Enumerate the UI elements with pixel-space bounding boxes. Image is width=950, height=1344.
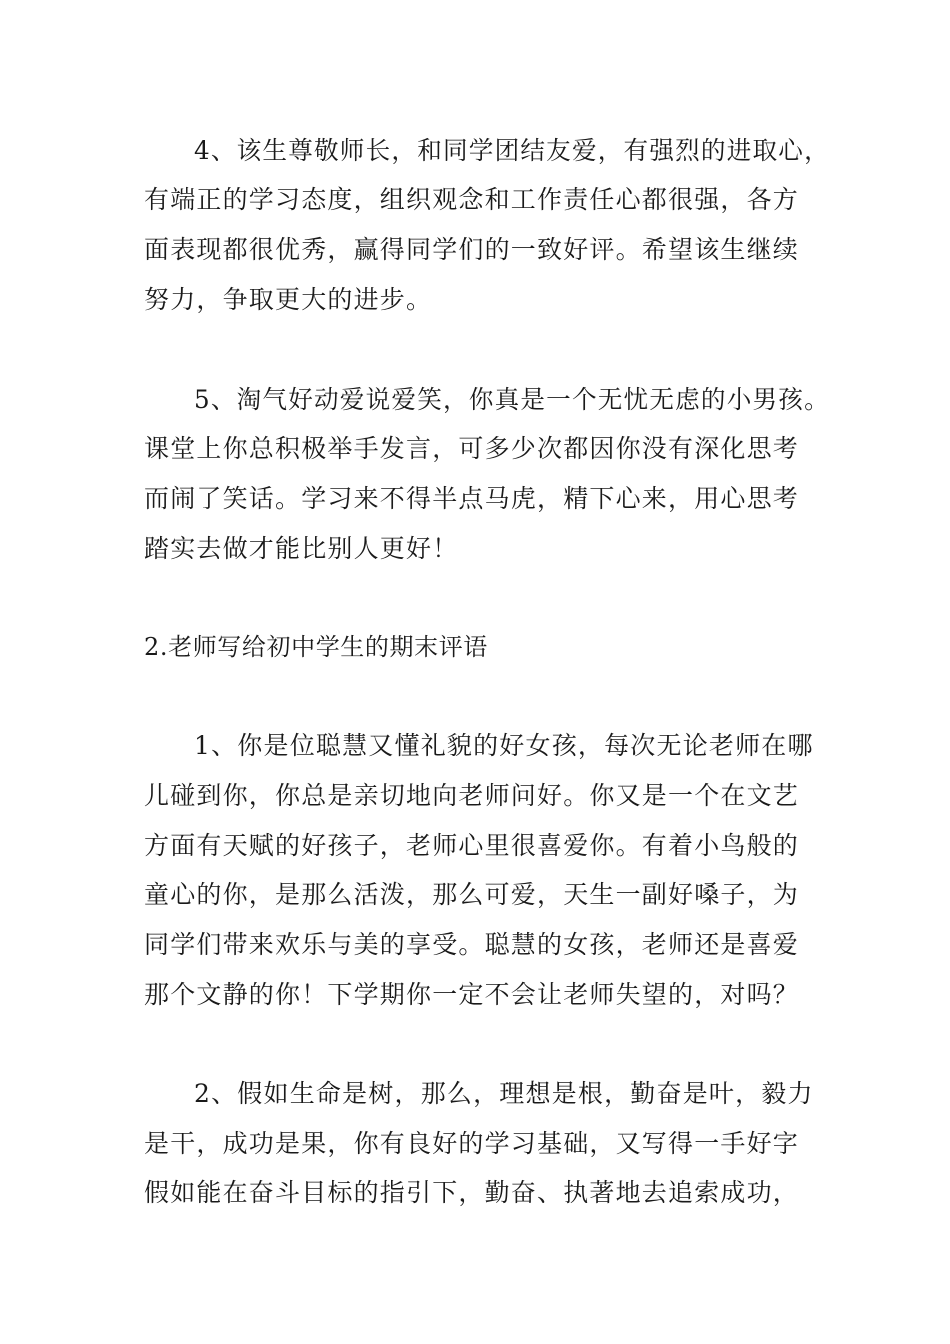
paragraph-line: 儿碰到你，你总是亲切地向老师问好。你又是一个在文艺 xyxy=(144,781,800,810)
section-heading: 2.老师写给初中学生的期末评语 xyxy=(144,633,488,661)
paragraph-line: 同学们带来欢乐与美的享受。聪慧的女孩，老师还是喜爱 xyxy=(144,930,800,959)
paragraph-line: 假如能在奋斗目标的指引下，勤奋、执著地去追索成功， xyxy=(144,1178,800,1207)
paragraph-line: 而闹了笑话。学习来不得半点马虎，精下心来，用心思考 xyxy=(144,484,800,513)
paragraph-line: 那个文静的你！下学期你一定不会让老师失望的，对吗？ xyxy=(144,980,800,1009)
paragraph-line: 5、淘气好动爱说爱笑，你真是一个无忧无虑的小男孩。 xyxy=(194,385,830,414)
paragraph-line: 童心的你，是那么活泼，那么可爱，天生一副好嗓子，为 xyxy=(144,880,800,909)
paragraph-line: 2、假如生命是树，那么，理想是根，勤奋是叶，毅力 xyxy=(194,1079,814,1108)
paragraph-line: 4、该生尊敬师长，和同学团结友爱，有强烈的进取心， xyxy=(194,136,830,165)
paragraph-line: 1、你是位聪慧又懂礼貌的好女孩，每次无论老师在哪 xyxy=(194,731,814,760)
paragraph-line: 是干，成功是果，你有良好的学习基础，又写得一手好字 xyxy=(144,1129,800,1158)
paragraph-line: 方面有天赋的好孩子，老师心里很喜爱你。有着小鸟般的 xyxy=(144,831,800,860)
paragraph-line: 有端正的学习态度，组织观念和工作责任心都很强，各方 xyxy=(144,185,800,214)
paragraph-line: 课堂上你总积极举手发言，可多少次都因你没有深化思考 xyxy=(144,434,800,463)
paragraph-line: 努力，争取更大的进步。 xyxy=(144,285,433,314)
paragraph-line: 面表现都很优秀，赢得同学们的一致好评。希望该生继续 xyxy=(144,235,800,264)
paragraph-line: 踏实去做才能比别人更好！ xyxy=(144,534,459,563)
